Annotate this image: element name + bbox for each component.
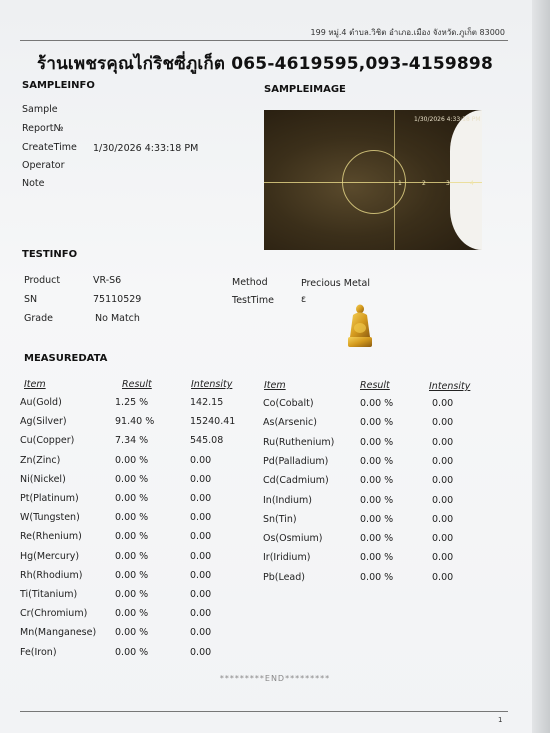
row-intensity: 0.00 xyxy=(432,533,454,545)
paper-edge xyxy=(532,0,550,733)
row-result: 0.00 % xyxy=(360,552,394,564)
row-item: Hg(Mercury) xyxy=(20,550,80,562)
row-item: Pb(Lead) xyxy=(263,571,305,583)
row-result: 1.25 % xyxy=(115,397,149,408)
scale-mark: 4 xyxy=(470,180,474,187)
col-header-result: Result xyxy=(360,380,390,391)
scale-mark: 2 xyxy=(422,180,426,187)
row-item: Ag(Silver) xyxy=(20,416,67,428)
row-result: 0.00 % xyxy=(360,455,394,467)
col-header-intensity: Intensity xyxy=(191,379,233,390)
row-result: 0.00 % xyxy=(115,589,149,600)
row-intensity: 0.00 xyxy=(190,627,212,639)
row-result: 0.00 % xyxy=(115,454,149,466)
row-result: 7.34 % xyxy=(115,435,149,447)
image-background-wall xyxy=(450,110,482,250)
gold-amulet-photo xyxy=(344,303,376,349)
row-item: Pd(Palladium) xyxy=(263,455,329,467)
row-intensity: 0.00 xyxy=(432,455,454,467)
scale-mark: 3 xyxy=(446,180,450,187)
row-intensity: 0.00 xyxy=(432,436,454,448)
row-intensity: 0.00 xyxy=(190,493,212,504)
row-intensity: 0.00 xyxy=(190,569,212,581)
row-result: 0.00 % xyxy=(115,550,149,562)
row-result: 0.00 % xyxy=(115,512,149,524)
row-intensity: 0.00 xyxy=(432,571,454,583)
grade-label: Grade xyxy=(24,313,53,324)
sampleinfo-heading: SAMPLEINFO xyxy=(22,80,95,91)
row-item: Ir(Iridium) xyxy=(263,552,311,564)
row-result: 0.00 % xyxy=(360,533,394,545)
product-value: VR-S6 xyxy=(93,275,122,286)
row-result: 0.00 % xyxy=(360,417,394,429)
row-item: Ru(Ruthenium) xyxy=(263,436,335,448)
createtime-label: CreateTime xyxy=(22,142,77,153)
row-intensity: 0.00 xyxy=(190,646,212,658)
row-intensity: 545.08 xyxy=(190,435,224,447)
sample-image xyxy=(264,110,482,250)
product-label: Product xyxy=(24,275,61,286)
row-intensity: 0.00 xyxy=(190,512,212,524)
row-result: 0.00 % xyxy=(115,493,149,504)
row-intensity: 0.00 xyxy=(190,531,212,543)
method-value: Precious Metal xyxy=(301,278,370,289)
scale-mark: 1 xyxy=(398,180,402,187)
note-label: Note xyxy=(22,178,45,189)
row-intensity: 0.00 xyxy=(190,608,212,620)
row-result: 0.00 % xyxy=(360,398,394,409)
row-item: Os(Osmium) xyxy=(263,533,323,545)
sn-value: 75110529 xyxy=(93,294,142,305)
row-item: As(Arsenic) xyxy=(263,417,317,429)
row-item: Mn(Manganese) xyxy=(20,627,97,639)
top-divider xyxy=(20,40,508,41)
row-item: Rh(Rhodium) xyxy=(20,569,83,581)
row-intensity: 0.00 xyxy=(190,550,212,562)
row-item: Ti(Titanium) xyxy=(20,589,78,600)
row-result: 0.00 % xyxy=(115,531,149,543)
row-item: Cr(Chromium) xyxy=(20,608,88,620)
row-intensity: 15240.41 xyxy=(190,416,236,428)
grade-value: No Match xyxy=(95,313,140,324)
end-marker: *********END********* xyxy=(219,674,331,683)
row-item: Ni(Nickel) xyxy=(20,473,66,485)
col-header-item: Item xyxy=(264,380,286,391)
row-result: 0.00 % xyxy=(360,513,394,525)
row-item: Pt(Platinum) xyxy=(20,493,79,504)
testtime-label: TestTime xyxy=(232,295,274,306)
testinfo-heading: TESTINFO xyxy=(22,249,78,260)
row-intensity: 0.00 xyxy=(190,473,212,485)
row-item: Fe(Iron) xyxy=(20,646,57,658)
row-intensity: 0.00 xyxy=(190,589,212,600)
row-item: Au(Gold) xyxy=(20,397,62,408)
testtime-value: ε xyxy=(301,294,307,305)
row-result: 0.00 % xyxy=(115,608,149,620)
shop-title: ร้านเพชรคุณไก่ริชซี่ภูเก็ต 065-4619595,093-4159898 xyxy=(37,54,493,74)
row-item: Re(Rhenium) xyxy=(20,531,82,543)
row-result: 0.00 % xyxy=(115,646,149,658)
row-intensity: 0.00 xyxy=(190,454,212,466)
crosshair-circle xyxy=(342,150,406,214)
image-timestamp: 1/30/2026 4:33:18 PM xyxy=(414,116,481,123)
row-item: In(Indium) xyxy=(263,494,313,506)
page-number: 1 xyxy=(498,716,503,724)
col-header-result: Result xyxy=(122,379,152,390)
col-header-item: Item xyxy=(24,379,46,390)
row-item: Co(Cobalt) xyxy=(263,398,314,409)
row-item: Cd(Cadmium) xyxy=(263,475,329,487)
col-header-intensity: Intensity xyxy=(429,381,471,392)
sample-label: Sample xyxy=(22,104,58,115)
row-item: Cu(Copper) xyxy=(20,435,75,447)
row-intensity: 0.00 xyxy=(432,513,454,525)
row-result: 91.40 % xyxy=(115,416,155,428)
row-result: 0.00 % xyxy=(360,475,394,487)
row-intensity: 0.00 xyxy=(432,552,454,564)
row-intensity: 0.00 xyxy=(432,417,454,429)
report-label: Report№ xyxy=(22,123,64,134)
row-result: 0.00 % xyxy=(360,436,394,448)
row-intensity: 0.00 xyxy=(432,398,454,409)
createtime-value: 1/30/2026 4:33:18 PM xyxy=(93,143,199,154)
sn-label: SN xyxy=(24,294,38,305)
row-intensity: 0.00 xyxy=(432,494,454,506)
method-label: Method xyxy=(232,277,268,288)
row-result: 0.00 % xyxy=(115,627,149,639)
sampleimage-heading: SAMPLEIMAGE xyxy=(264,84,346,95)
measuredata-heading: MEASUREDATA xyxy=(24,353,108,364)
row-item: Zn(Zinc) xyxy=(20,454,61,466)
row-item: Sn(Tin) xyxy=(263,513,297,525)
row-result: 0.00 % xyxy=(115,473,149,485)
operator-label: Operator xyxy=(22,160,65,171)
bottom-divider xyxy=(20,711,508,712)
row-result: 0.00 % xyxy=(360,494,394,506)
row-result: 0.00 % xyxy=(115,569,149,581)
shop-address: 199 หมู่.4 ตำบล.วิชิต อำเภอ.เมือง จังหวัด.ภูเก็ต 83000 xyxy=(310,28,505,37)
row-intensity: 0.00 xyxy=(432,475,454,487)
row-result: 0.00 % xyxy=(360,571,394,583)
row-intensity: 142.15 xyxy=(190,397,224,408)
row-item: W(Tungsten) xyxy=(20,512,80,524)
